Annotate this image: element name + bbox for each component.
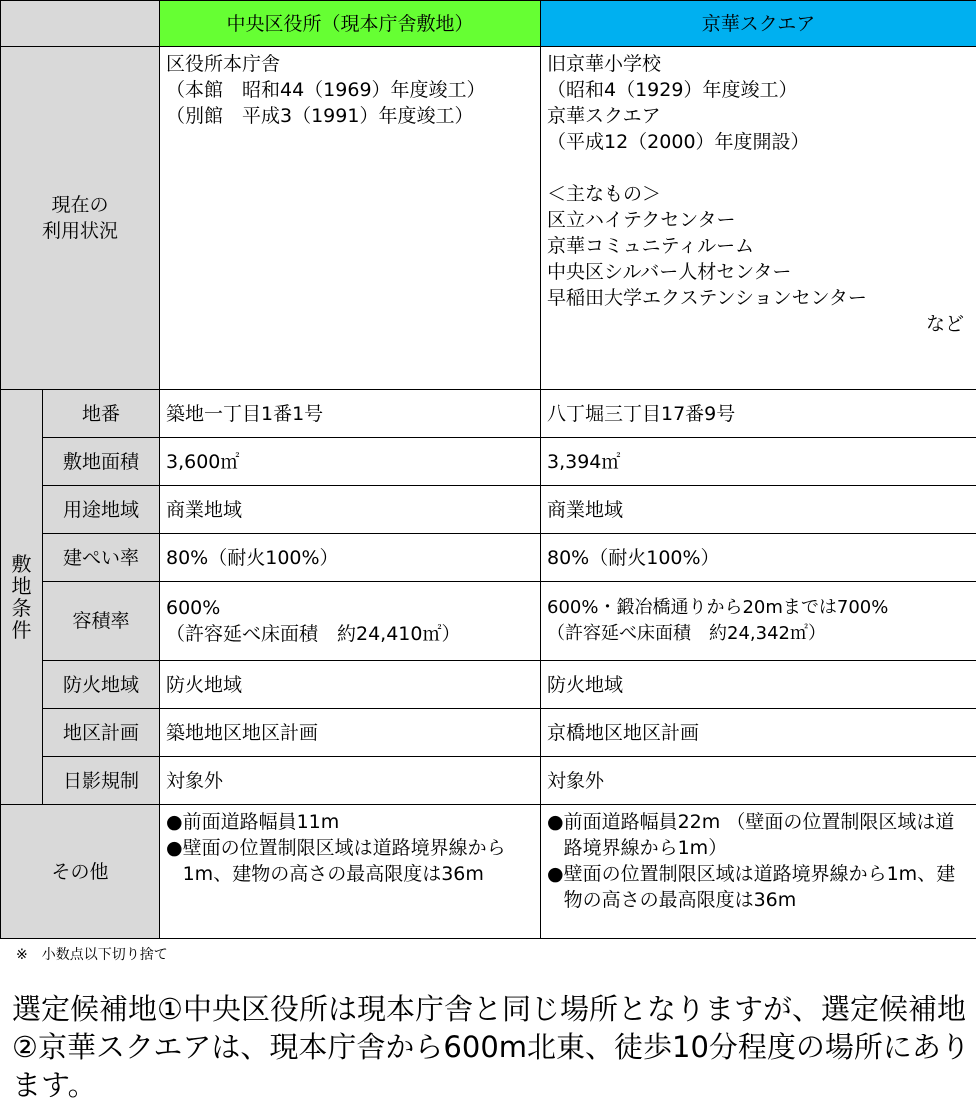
current-use-label: 現在の 利用状況 — [1, 47, 160, 390]
bullet-icon: ● — [547, 863, 564, 885]
other-col1 — [160, 805, 541, 939]
current-use-col1-lines — [166, 51, 534, 129]
text-line: 旧京華小学校 — [547, 53, 662, 75]
site-row-col1: 防火地域 — [160, 661, 541, 709]
text-line: （昭和4（1929）年度竣工） — [547, 79, 798, 101]
bullet-icon: ● — [166, 811, 183, 833]
site-row-label: 地番 — [43, 390, 160, 438]
site-row-label: 敷地面積 — [43, 438, 160, 486]
site-row-col1: 築地地区地区計画 — [160, 709, 541, 757]
site-row-col2: 防火地域 — [541, 661, 976, 709]
site-row — [1, 661, 976, 709]
text-line: 京華スクエア — [547, 105, 661, 127]
bullet-text: 前面道路幅員11m — [182, 811, 340, 833]
current-use-col1 — [160, 47, 541, 390]
current-use-col2 — [541, 47, 976, 390]
site-row-label: 建ぺい率 — [43, 534, 160, 582]
text-line: 区立ハイテクセンター — [547, 209, 736, 231]
current-use-row — [1, 47, 976, 390]
text-line: 中央区シルバー人材センター — [547, 261, 792, 283]
bullet-icon: ● — [547, 811, 564, 833]
footnote: ※ 小数点以下切り捨て — [16, 947, 168, 963]
bullet-item — [547, 861, 970, 913]
site-group-label: 敷地条件 — [11, 552, 32, 642]
site-row-col2: 3,394㎡ — [541, 438, 976, 486]
site-row-col1: 3,600㎡ — [160, 438, 541, 486]
summary-text: 選定候補地①中央区役所は現本庁舎と同じ場所となりますが、選定候補地②京華スクエアは、現本庁舎から600m北東、徒歩10分程度の場所にあります。 — [12, 992, 970, 1102]
site-row-col1: 80%（耐火100%） — [160, 534, 541, 582]
other-col2-list — [547, 809, 970, 913]
header-col1: 中央区役所（現本庁舎敷地） — [160, 1, 541, 47]
site-row-label: 用途地域 — [43, 486, 160, 534]
current-use-col2-lines — [547, 51, 970, 311]
site-row-col1: 築地一丁目1番1号 — [160, 390, 541, 438]
site-row — [1, 534, 976, 582]
text-line: 早稲田大学エクステンションセンター — [547, 287, 867, 309]
site-row-label: 防火地域 — [43, 661, 160, 709]
site-group-label-cell — [1, 390, 43, 805]
bullet-text: 壁面の位置制限区域は道路境界線から1m、建物の高さの最高限度は36m — [182, 837, 506, 885]
other-label: その他 — [1, 805, 160, 939]
text-line: （別館 平成3（1991）年度竣工） — [166, 105, 474, 127]
header-row — [1, 1, 976, 47]
site-row-label: 容積率 — [43, 582, 160, 661]
current-use-col2-suffix: など — [925, 313, 964, 335]
site-row-col1: 商業地域 — [160, 486, 541, 534]
site-row — [1, 757, 976, 805]
bullet-item — [547, 809, 970, 861]
header-corner — [1, 1, 160, 47]
site-row — [1, 709, 976, 757]
text-line: （平成12（2000）年度開設） — [547, 131, 810, 153]
site-row-col2: 対象外 — [541, 757, 976, 805]
site-row-label: 地区計画 — [43, 709, 160, 757]
bullet-text: 壁面の位置制限区域は道路境界線から1m、建物の高さの最高限度は36m — [563, 863, 956, 911]
bullet-item — [166, 809, 534, 835]
text-line — [547, 155, 970, 181]
site-row-col2: 商業地域 — [541, 486, 976, 534]
site-row-col2: 京橋地区地区計画 — [541, 709, 976, 757]
text-line: 区役所本庁舎 — [166, 53, 281, 75]
text-line: （本館 昭和44（1969）年度竣工） — [166, 79, 486, 101]
site-row — [1, 390, 976, 438]
other-col2 — [541, 805, 976, 939]
bullet-icon: ● — [166, 837, 183, 859]
site-row-col2: 80%（耐火100%） — [541, 534, 976, 582]
site-row-col2: 八丁堀三丁目17番9号 — [541, 390, 976, 438]
other-col1-list — [166, 809, 534, 887]
header-col2: 京華スクエア — [541, 1, 976, 47]
site-row — [1, 582, 976, 661]
site-row — [1, 486, 976, 534]
bullet-text: 前面道路幅員22m （壁面の位置制限区域は道路境界線から1m） — [563, 811, 955, 859]
other-row — [1, 805, 976, 939]
bullet-item — [166, 835, 534, 887]
site-row-label: 日影規制 — [43, 757, 160, 805]
text-line: ＜主なもの＞ — [547, 183, 662, 205]
site-row — [1, 438, 976, 486]
site-row-col1: 対象外 — [160, 757, 541, 805]
site-row-col2: 600%・鍛冶橋通りから20mまでは700% （許容延べ床面積 約24,342㎡） — [541, 582, 976, 661]
text-line: 京華コミュニティルーム — [547, 235, 755, 257]
site-row-col1: 600% （許容延べ床面積 約24,410㎡） — [160, 582, 541, 661]
